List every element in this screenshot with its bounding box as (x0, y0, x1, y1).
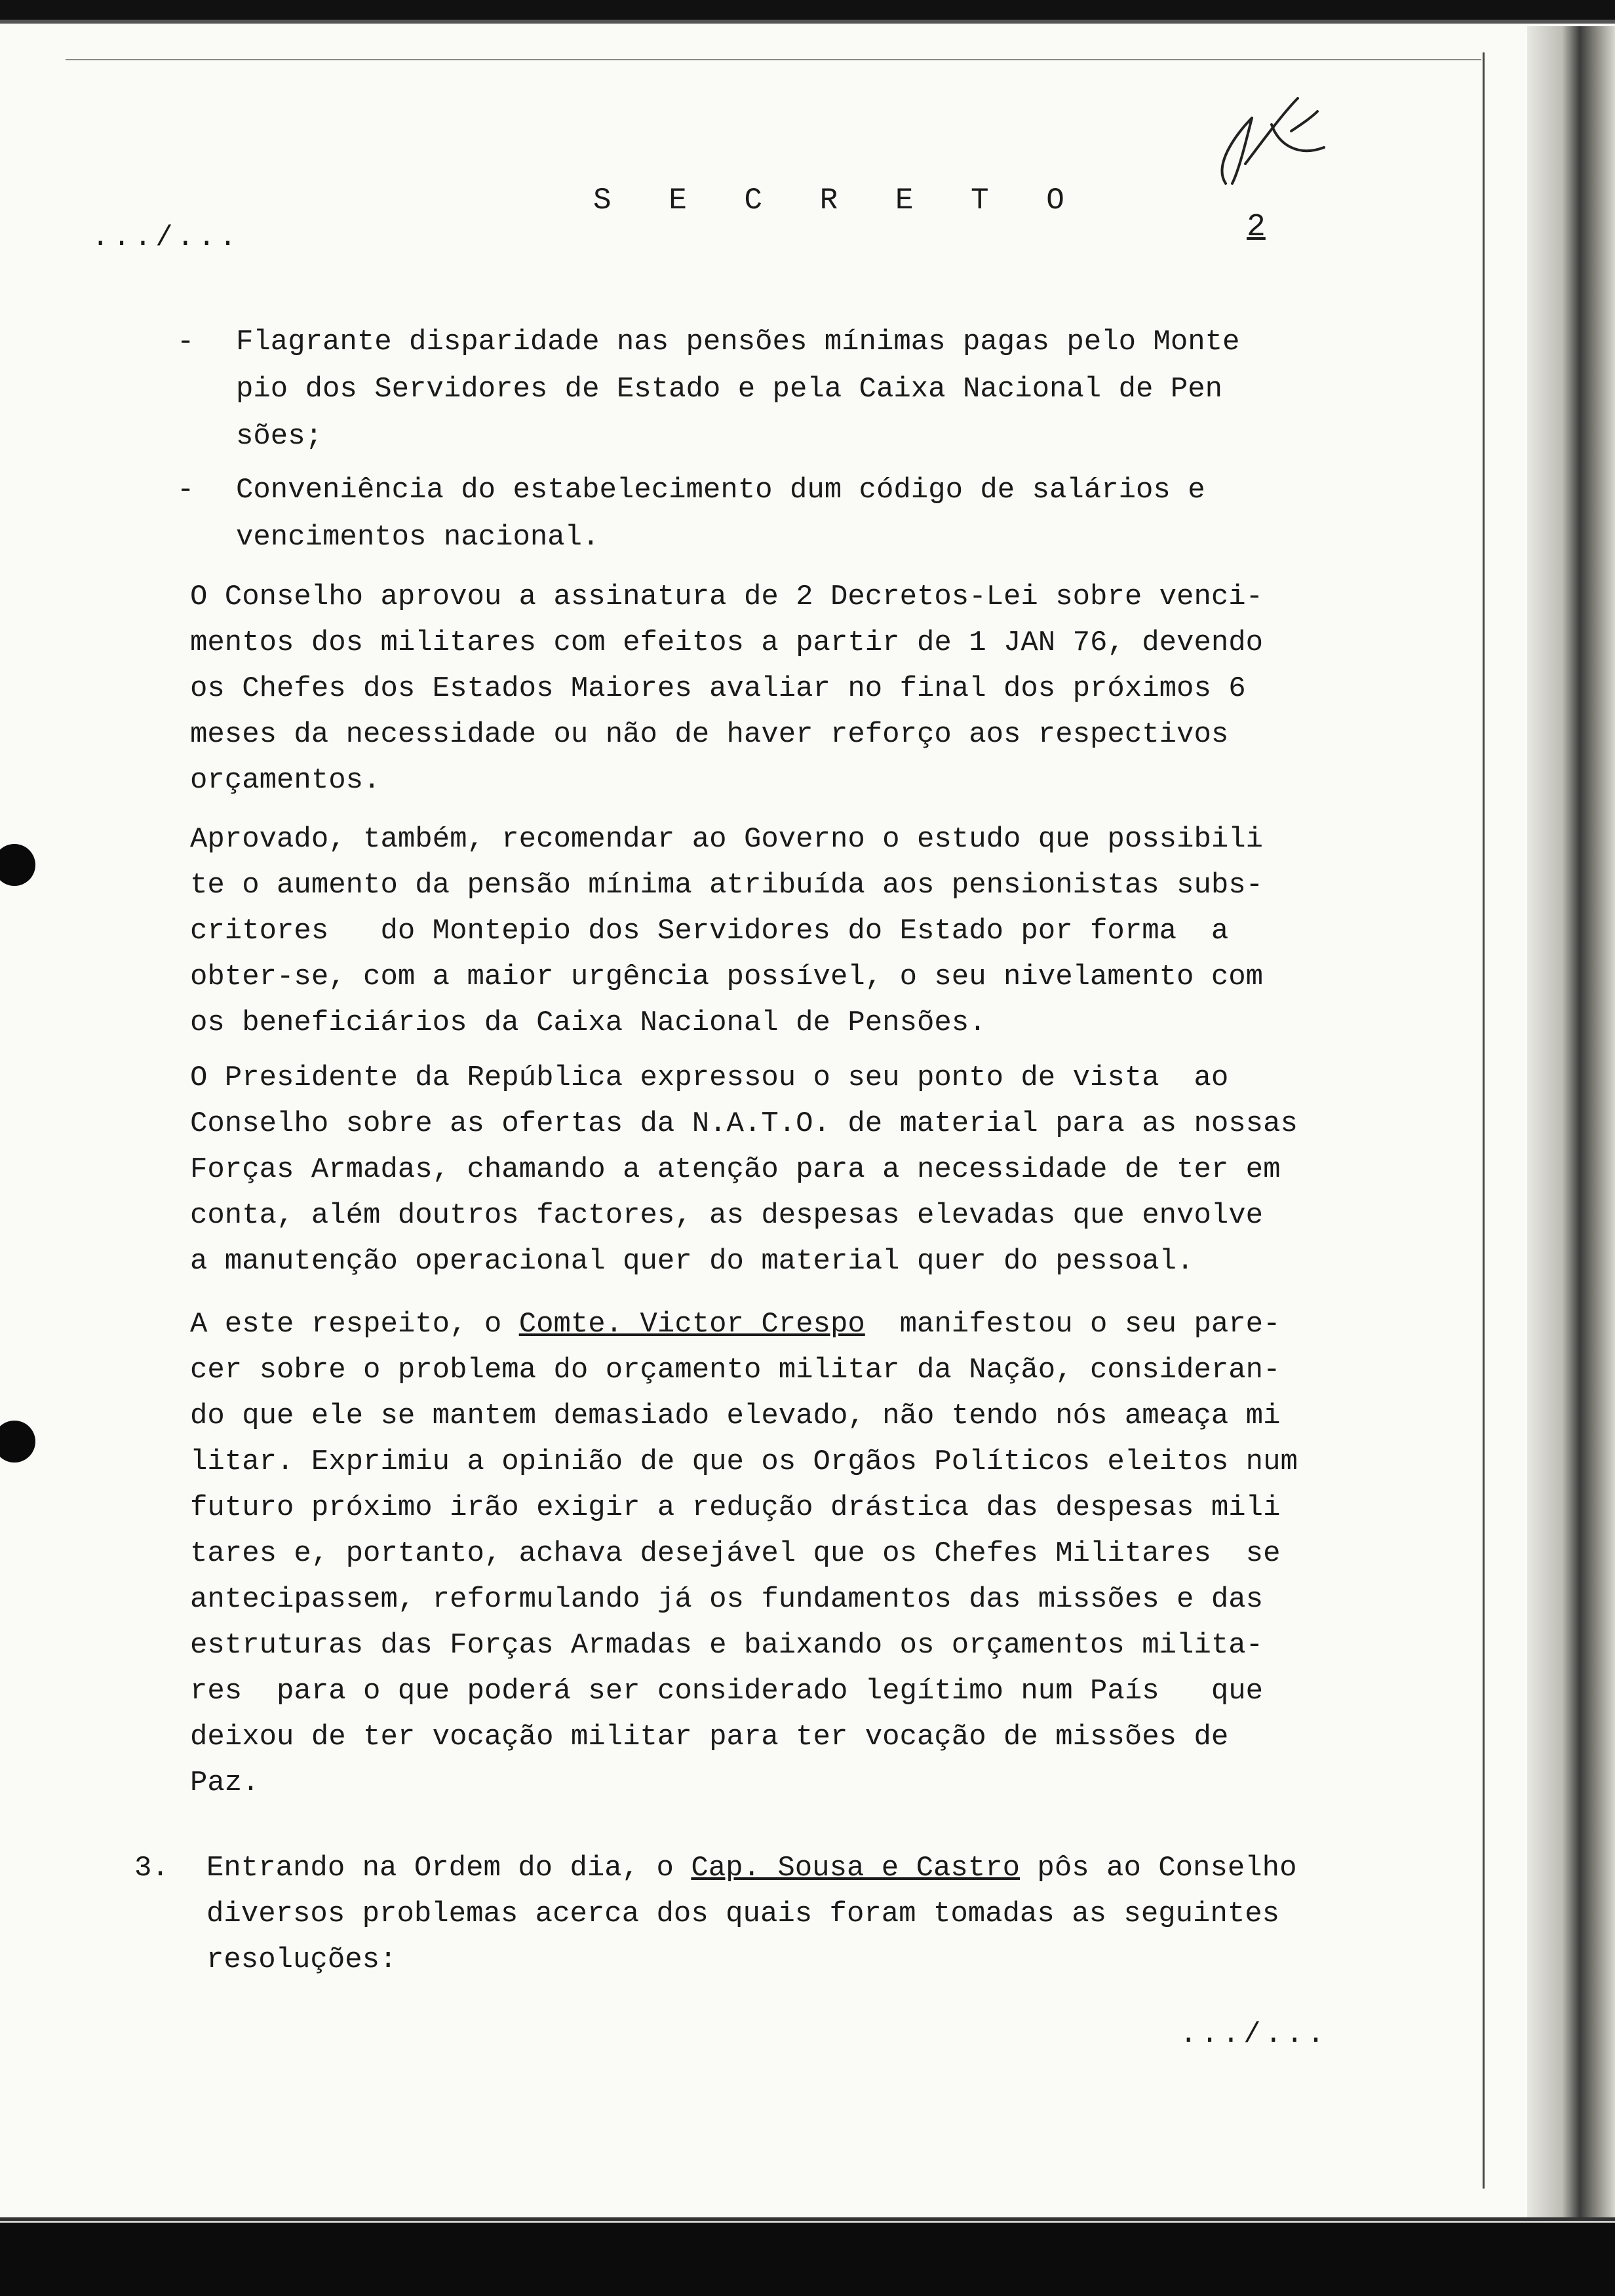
text-line: do que ele se mantem demasiado elevado, não tendo nós ameaça mi (190, 1400, 1281, 1432)
text-line: antecipassem, reformulando já os fundamentos das missões e das (190, 1583, 1264, 1616)
paragraph (190, 574, 1317, 803)
classification-label: S E C R E T O (593, 183, 1084, 218)
text-line: cer sobre o problema do orçamento militar da Nação, consideran- (190, 1354, 1281, 1387)
text-line: a manutenção operacional quer do material quer do pessoal. (190, 1245, 1194, 1278)
text-fragment: Entrando na Ordem do dia, o (206, 1852, 691, 1885)
text-line: res para o que poderá ser considerado legítimo num País que (190, 1675, 1264, 1708)
document-header (0, 183, 1615, 262)
text-line: O Presidente da República expressou o seu ponto de vista ao (190, 1062, 1229, 1094)
text-line: futuro próximo irão exigir a redução drástica das despesas mili (190, 1491, 1281, 1524)
text-line: tares e, portanto, achava desejável que os Chefes Militares se (190, 1537, 1281, 1570)
handwritten-initials (1199, 85, 1337, 210)
page-number: 2 (1247, 210, 1266, 245)
text-line: os beneficiários da Caixa Nacional de Pensões. (190, 1006, 986, 1039)
continuation-mark-top: .../... (92, 221, 241, 254)
text-line: Conselho sobre as ofertas da N.A.T.O. de material para as nossas (190, 1107, 1298, 1140)
paragraph (190, 816, 1317, 1046)
text-line: conta, além doutros factores, as despesas elevadas que envolve (190, 1199, 1264, 1232)
scan-right-frame (1483, 52, 1485, 2189)
text-line: Paz. (190, 1767, 260, 1799)
text-fragment: manifestou o seu pare- (865, 1308, 1281, 1341)
text-line: os Chefes dos Estados Maiores avaliar no final dos próximos 6 (190, 672, 1246, 705)
item-number: 3. (134, 1852, 169, 1885)
scan-top-edge (0, 0, 1615, 21)
text-line: litar. Exprimiu a opinião de que os Orgãos Políticos eleitos num (190, 1445, 1298, 1478)
text-line: orçamentos. (190, 764, 381, 797)
text-line: vencimentos nacional. (236, 521, 600, 554)
text-line: Forças Armadas, chamando a atenção para a necessidade de ter em (190, 1153, 1281, 1186)
text-fragment: pôs ao Conselho (1020, 1852, 1297, 1885)
text-line (190, 1301, 1317, 1347)
text-line: te o aumento da pensão mínima atribuída aos pensionistas subs- (190, 869, 1264, 902)
continuation-mark-bottom: .../... (1180, 2018, 1329, 2051)
punch-hole (0, 844, 35, 886)
bullet-item (177, 467, 1357, 565)
text-line: estruturas das Forças Armadas e baixando os orçamentos milita- (190, 1629, 1264, 1662)
text-line: deixou de ter vocação militar para ter vocação de missões de (190, 1721, 1229, 1753)
text-line: Aprovado, também, recomendar ao Governo o estudo que possibili (190, 823, 1264, 856)
scan-rule (66, 59, 1481, 60)
scan-bottom-edge (0, 2223, 1615, 2296)
bullet-item (177, 318, 1357, 463)
bullet-text (236, 467, 1350, 561)
text-line (206, 1845, 1334, 1891)
bullet-dash: - (177, 474, 195, 507)
text-line: pio dos Servidores de Estado e pela Caixa Nacional de Pen (236, 373, 1223, 406)
person-name: Cap. Sousa e Castro (691, 1852, 1021, 1885)
person-name: Comte. Victor Crespo (518, 1308, 865, 1341)
text-line: critores do Montepio dos Servidores do Estado por forma a (190, 915, 1229, 947)
scan-top-edge-shadow (0, 20, 1615, 24)
bullet-dash: - (177, 326, 195, 358)
scan-bottom-edge-shadow (0, 2217, 1615, 2221)
text-line: diversos problemas acerca dos quais foram tomadas as seguintes (206, 1898, 1280, 1930)
text-fragment: A este respeito, o (190, 1308, 519, 1341)
paragraph (190, 1301, 1317, 1806)
numbered-item (206, 1845, 1334, 1983)
text-line: Conveniência do estabelecimento dum código de salários e (236, 474, 1205, 507)
bullet-text (236, 318, 1350, 460)
punch-hole (0, 1421, 35, 1463)
text-line: obter-se, com a maior urgência possível, o seu nivelamento com (190, 961, 1264, 993)
text-line: sões; (236, 420, 323, 453)
paragraph (190, 1055, 1317, 1284)
text-line: Flagrante disparidade nas pensões mínimas pagas pelo Monte (236, 326, 1240, 358)
text-line: mentos dos militares com efeitos a partir de 1 JAN 76, devendo (190, 626, 1264, 659)
scan-right-edge (1527, 26, 1615, 2221)
text-line: resoluções: (206, 1943, 397, 1976)
text-line: O Conselho aprovou a assinatura de 2 Decretos-Lei sobre venci- (190, 581, 1264, 613)
text-line: meses da necessidade ou não de haver reforço aos respectivos (190, 718, 1229, 751)
